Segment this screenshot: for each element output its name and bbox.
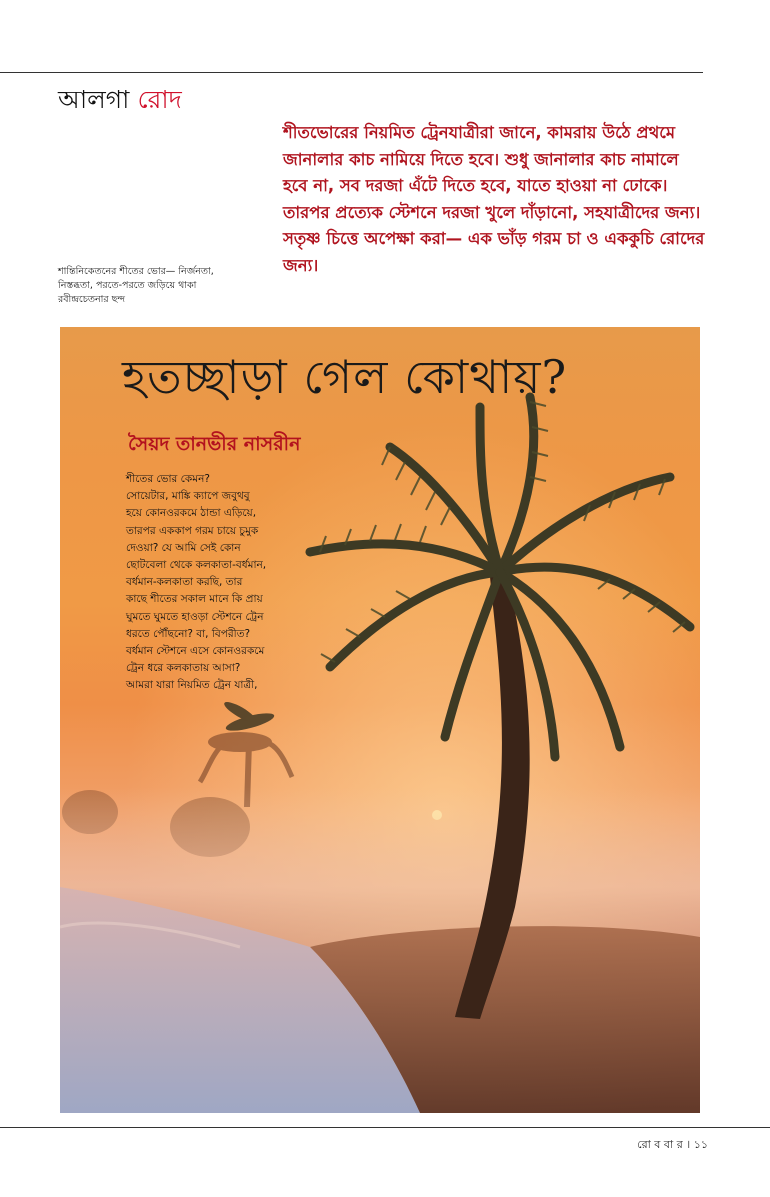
bottom-rule [0, 1127, 770, 1128]
body-line: বর্ধমান-কলকাতা করছি, তার [126, 576, 243, 589]
headline: হতচ্ছাড়া গেল কোথায়? [122, 350, 568, 404]
hero-photo [60, 327, 700, 1113]
section-label-word-1: আলগা [58, 85, 130, 114]
standfirst: শীতভোরের নিয়মিত ট্রেনযাত্রীরা জানে, কামরায় উঠে প্রথমে জানালার কাচ নামিয়ে দিতে হবে। শুধু জানালার কাচ নামালে হবে না, সব দরজা এঁটে দিতে হবে, যাতে হাওয়া না ঢোকে। তারপর প্রত্যেক স্টেশনে দরজা খুলে দাঁড়ানো, সহযাত্রীদের জন্য। সতৃষ্ণ চিত্তে অপেক্ষা করা— এক ভাঁড় গরম চা ও এককুচি রোদের জন্য। [283, 123, 705, 275]
section-label [58, 86, 182, 114]
body-line: বর্ধমান স্টেশনে এসে কোনওরকমে [126, 645, 265, 658]
photo-caption: শান্তিনিকেতনের শীতের ভোর— নির্জনতা, নিস্তব্ধতা, পরতে-পরতে জড়িয়ে থাকা রবীন্দ্রচেতনার ছন্দ [58, 266, 214, 305]
page-folio: রো ব বা র । ১১ [637, 1138, 708, 1151]
body-text [126, 471, 366, 695]
body-line: সোয়েটার, মাঙ্কি ক্যাপে জবুথবু [126, 490, 250, 503]
section-label-word-2: রোদ [137, 85, 182, 114]
body-line: ছোটবেলা থেকে কলকাতা-বর্ধমান, [126, 559, 267, 572]
body-line: ঘুমতে ঘুমতে হাওড়া স্টেশনে ট্রেন [126, 610, 264, 623]
body-line: কাছে শীতের সকাল মানে কি প্রায় [126, 593, 263, 606]
body-line: হয়ে কোনওরকমে ঠান্ডা এড়িয়ে, [126, 507, 257, 520]
body-line: তারপর এককাপ গরম চায়ে চুমুক [126, 524, 259, 537]
body-line: ধরতে পৌঁছনো? বা, বিপরীত? [126, 627, 251, 640]
body-line: দেওয়া? যে আমি সেই কোন [126, 541, 241, 554]
byline: সৈয়দ তানভীর নাসরীন [128, 433, 301, 455]
body-line: শীতের ভোর কেমন? [126, 473, 210, 485]
body-line: ট্রেন ধরে কলকাতায় আসা? [126, 662, 241, 675]
body-line: আমরা যারা নিয়মিত ট্রেন যাত্রী, [126, 679, 258, 692]
top-rule [0, 72, 703, 73]
